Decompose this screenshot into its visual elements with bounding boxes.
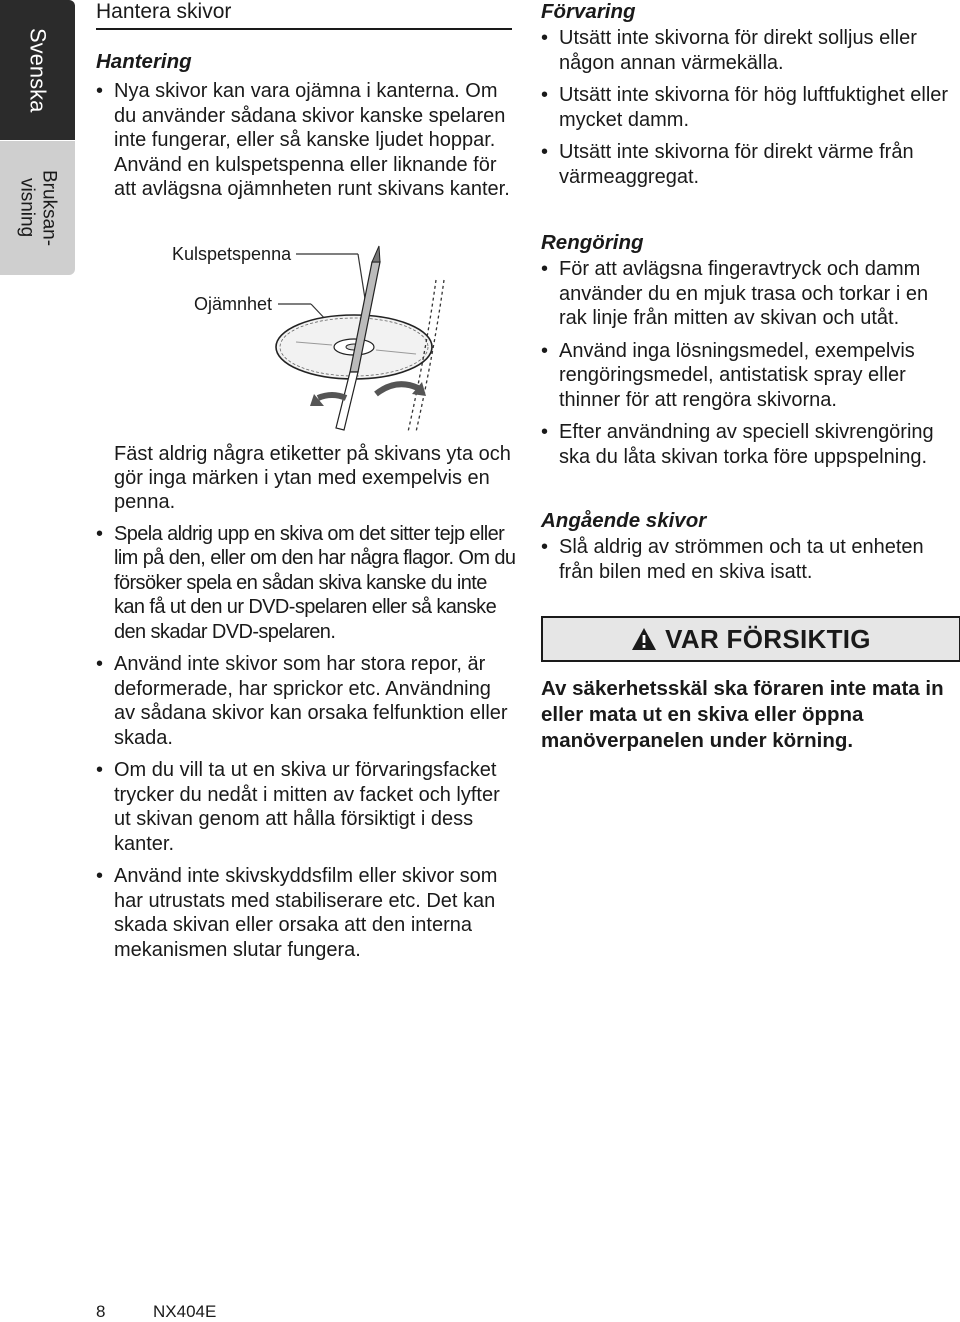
- forvaring-list: [541, 26, 960, 189]
- list-item: • Utsätt inte skivorna för hög luftfuktighet eller mycket damm.: [541, 83, 960, 132]
- section-tab: [0, 141, 75, 275]
- model-name: NX404E: [153, 1302, 217, 1321]
- heading-forvaring: Förvaring: [541, 0, 636, 23]
- language-tab: [0, 0, 75, 140]
- heading-hantering: Hantering: [96, 50, 192, 73]
- list-item: • För att avlägsna fingeravtryck och damm använder du en mjuk trasa och torkar i en rak linje från mitten av skivan och utåt.: [541, 257, 960, 331]
- list-item: • Utsätt inte skivorna för direkt solljus eller någon annan värmekälla.: [541, 26, 960, 75]
- figure-note: Fäst aldrig några etiketter på skivans yta och gör inga märken i ytan med exempelvis en penna.: [114, 442, 511, 513]
- list-item: • Utsätt inte skivorna för direkt värme från värmeaggregat.: [541, 140, 960, 189]
- list-item: • Nya skivor kan vara ojämna i kanterna. Om du använder sådana skivor kanske spelaren inte fungerar, eller så kanske ljudet hoppar. Använd en kulspetspenna eller liknande för att avlägsna ojämnheten runt skivans kanter.: [96, 79, 514, 202]
- list-item: • Om du vill ta ut en skiva ur förvaringsfacket trycker du nedåt i mitten av facket och lyfter ut skivan genom att hålla försiktigt i dess kanter.: [96, 758, 516, 856]
- list-item: • Använd inte skivor som har stora repor, är deformerade, har sprickor etc. Användning av sådana skivor kan orsaka felfunktion eller skada.: [96, 652, 516, 750]
- page-title: Hantera skivor: [96, 0, 512, 30]
- hantering-list: [96, 79, 516, 202]
- angaende-list: [541, 535, 960, 584]
- caution-title: VAR FÖRSIKTIG: [665, 623, 871, 654]
- disc-figure: [96, 202, 516, 442]
- page-number: 8: [96, 1302, 106, 1321]
- list-item: • Slå aldrig av strömmen och ta ut enheten från bilen med en skiva isatt.: [541, 535, 960, 584]
- figure-label-pen: Kulspetspenna: [172, 243, 292, 264]
- caution-box: [541, 616, 960, 662]
- list-item: • Efter användning av speciell skivrengöring ska du låta skivan torka före uppspelning.: [541, 420, 960, 469]
- list-item: • Använd inte skivskyddsfilm eller skivor som har utrustats med stabiliserare etc. Det kan skada skivan eller orsaka att den interna mekanismen slutar fungera.: [96, 864, 510, 962]
- list-item: • Spela aldrig upp en skiva om det sitter tejp eller lim på den, eller om den har några flagor. Om du försöker spela en sådan skiva kanske du inte kan få ut den ur DVD-spelaren eller så kanske den skadar DVD-spelaren.: [96, 522, 516, 645]
- figure-label-uneven: Ojämnhet: [194, 293, 273, 314]
- hantering-list-continued: [96, 522, 516, 963]
- warning-triangle-icon: [631, 627, 657, 651]
- language-tab-label: Svenska: [25, 27, 51, 113]
- rengoring-list: [541, 257, 960, 469]
- caution-text: Av säkerhetsskäl ska föraren inte mata in eller mata ut en skiva eller öppna manöverpanelen under körning.: [541, 677, 944, 752]
- heading-angaende: Angående skivor: [541, 509, 707, 532]
- right-column: [541, 0, 960, 754]
- list-item: • Använd inga lösningsmedel, exempelvis rengöringsmedel, antistatisk spray eller thinner för att rengöra skivorna.: [541, 339, 960, 413]
- heading-rengoring: Rengöring: [541, 231, 644, 254]
- disc-illustration: [96, 202, 516, 442]
- left-column: [96, 50, 516, 962]
- section-tab-label: Bruksan- visning: [16, 169, 60, 247]
